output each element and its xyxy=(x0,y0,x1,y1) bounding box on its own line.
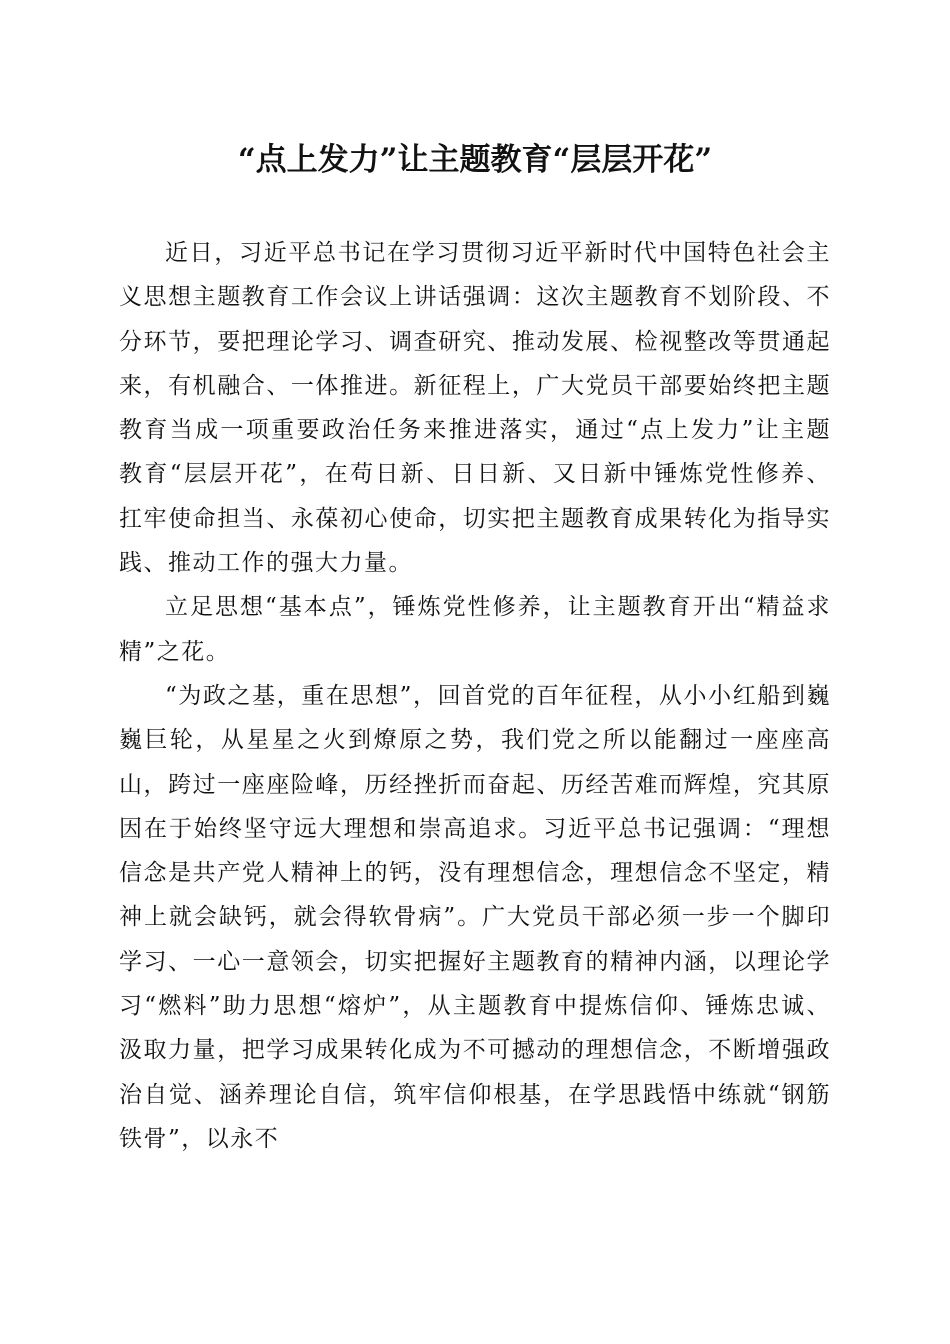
document-body xyxy=(119,231,831,1161)
document-title: “点上发力”让主题教育“层层开花” xyxy=(237,142,713,178)
paragraph-ideology: “为政之基，重在思想”，回首党的百年征程，从小小红船到巍巍巨轮，从星星之火到燎原之势，我们党之所以能翻过一座座高山，跨过一座座险峰，历经挫折而奋起、历经苦难而辉煌，究其原因在于始终坚守远大理想和崇高追求。习近平总书记强调：“理想信念是共产党人精神上的钙，没有理想信念，理想信念不坚定，精神上就会缺钙，就会得软骨病”。广大党员干部必须一步一个脚印学习、一心一意领会，切实把握好主题教育的精神内涵，以理论学习“燃料”助力思想“熔炉”，从主题教育中提炼信仰、锤炼忠诚、汲取力量，把学习成果转化成为不可撼动的理想信念，不断增强政治自觉、涵养理论自信，筑牢信仰根基，在学思践悟中练就“钢筋铁骨”，以永不 xyxy=(119,682,831,1152)
paragraph-intro: 近日，习近平总书记在学习贯彻习近平新时代中国特色社会主义思想主题教育工作会议上讲话强调：这次主题教育不划阶段、不分环节，要把理论学习、调查研究、推动发展、检视整改等贯通起来，有机融合、一体推进。新征程上，广大党员干部要始终把主题教育当成一项重要政治任务来推进落实，通过“点上发力”让主题教育“层层开花”，在苟日新、日日新、又日新中锤炼党性修养、扛牢使命担当、永葆初心使命，切实把主题教育成果转化为指导实践、推动工作的强大力量。 xyxy=(119,240,831,577)
paragraph-section-heading: 立足思想“基本点”，锤炼党性修养，让主题教育开出“精益求精”之花。 xyxy=(119,594,831,665)
